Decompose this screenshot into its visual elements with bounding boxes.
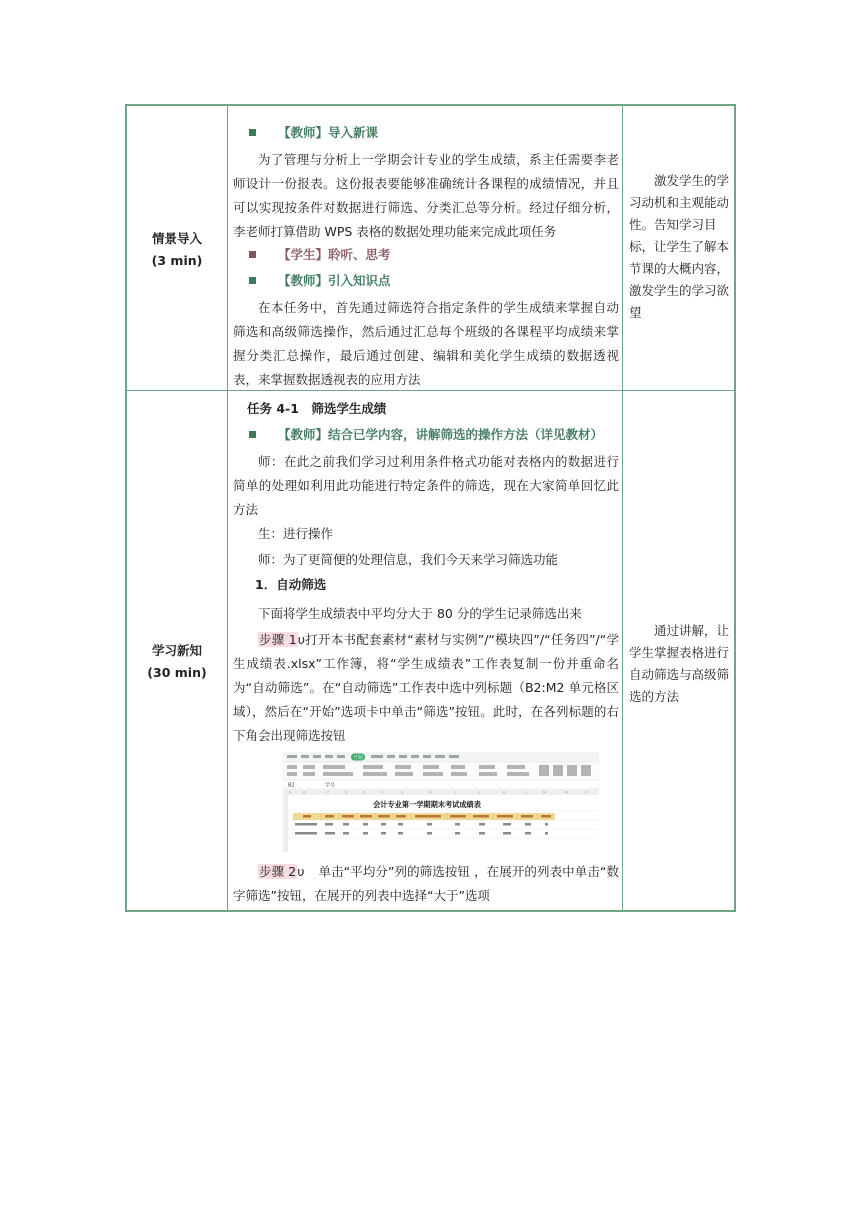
sheet-formula: 学号	[325, 782, 336, 789]
row2-paragraph-1: 师：在此之前我们学习过利用条件格式功能对表格内的数据进行简单的处理如利用此功能进行特定条件的筛选，现在大家简单回忆此方法	[233, 454, 619, 517]
bullet-icon	[249, 431, 256, 438]
lesson-plan-table	[125, 104, 736, 912]
row1-item-1: 【教师】导入新课	[249, 124, 378, 142]
svg-text:H: H	[429, 790, 432, 795]
svg-text:N: N	[565, 790, 568, 795]
sheet-title: 会计专业第一学期期末考试成绩表	[373, 800, 481, 809]
svg-text:D: D	[345, 790, 348, 795]
svg-text:I: I	[455, 790, 457, 795]
sheet-active-tab: 开始	[352, 755, 364, 762]
row1-note: 激发学生的学习动机和主观能动性。告知学习目标，让学生了解本节课的大概内容，激发学生的学习欲望	[629, 173, 730, 320]
row2-note: 通过讲解，让学生掌握表格进行自动筛选与高级筛选的方法	[629, 623, 730, 704]
svg-text:E: E	[363, 790, 366, 795]
row2-teacher-item: 【教师】结合已学内容，讲解筛选的操作方法（详见教材）	[249, 426, 603, 444]
svg-text:L: L	[525, 790, 528, 795]
step1-label: 步骤 1	[259, 632, 297, 647]
bullet-icon	[249, 129, 256, 136]
row1-label-time: (3 min)	[151, 253, 203, 268]
row1-paragraph-2: 在本任务中，首先通过筛选符合指定条件的学生成绩来掌握自动筛选和高级筛选操作，然后通过汇总每个班级的各课程平均成绩来掌握分类汇总操作，最后通过创建、编辑和美化学生成绩的数据透视表，来掌握数据透视表的应用方法	[233, 300, 619, 387]
sheet-cell-ref: B2	[288, 782, 295, 789]
svg-text:B: B	[303, 790, 306, 795]
step2-text: 单击“平均分”列的筛选按钮 ，在展开的列表中单击“数字筛选”按钮，在展开的列表中选择“大于”选项	[233, 864, 619, 903]
svg-text:M: M	[543, 790, 547, 795]
svg-text:A: A	[289, 790, 292, 795]
row2-paragraph-3: 师：为了更简便的处理信息，我们今天来学习筛选功能	[258, 552, 559, 567]
row1-item-2: 【学生】聆听、思考	[249, 246, 391, 264]
row2-paragraph-2: 生：进行操作	[258, 526, 334, 541]
step2-paragraph	[233, 860, 619, 908]
row1-label-title: 情景导入	[151, 231, 202, 246]
row2-label-title: 学习新知	[151, 643, 202, 658]
step1-text: 打开本书配套素材“素材与实例”/“模块四”/“任务四”/“学生成绩表.xlsx”工作簿，将“学生成绩表”工作表复制一份并重命名为“自动筛选”。在“自动筛选”工作表中选中列标题（B2:M2 单元格区域），然后在“开始”选项卡中单击“筛选”按钮。此时，在各列标题的右下角会出现筛选按钮	[233, 632, 620, 743]
svg-text:O: O	[585, 790, 588, 795]
svg-text:K: K	[503, 790, 506, 795]
svg-text:G: G	[401, 790, 404, 795]
step-glyph: υ	[297, 632, 305, 647]
step2-label: 步骤 2	[259, 864, 297, 879]
bullet-icon	[249, 277, 256, 284]
row2-label	[127, 640, 227, 684]
task-title: 任务 4-1 筛选学生成绩	[247, 401, 387, 416]
section-heading: 1．自动筛选	[255, 577, 327, 592]
step-glyph: υ	[297, 864, 305, 879]
svg-text:J: J	[479, 790, 481, 795]
svg-text:C: C	[327, 790, 330, 795]
column-divider	[227, 106, 228, 910]
bullet-icon	[249, 251, 256, 258]
row2-label-time: (30 min)	[147, 665, 207, 680]
row1-paragraph-1: 为了管理与分析上一学期会计专业的学生成绩，系主任需要李老师设计一份报表。这份报表要能够准确统计各课程的成绩情况，并且可以实现按条件对数据进行筛选、分类汇总等分析。经过仔细分析，李老师打算借助 WPS 表格的数据处理功能来完成此项任务	[233, 152, 619, 239]
row2-paragraph-4: 下面将学生成绩表中平均分大于 80 分的学生记录筛选出来	[258, 606, 582, 621]
row1-item-3: 【教师】引入知识点	[249, 272, 391, 290]
svg-text:F: F	[381, 790, 384, 795]
spreadsheet-screenshot	[283, 752, 599, 852]
column-divider	[622, 106, 623, 910]
row1-label	[127, 228, 227, 272]
step1-paragraph	[233, 628, 619, 748]
